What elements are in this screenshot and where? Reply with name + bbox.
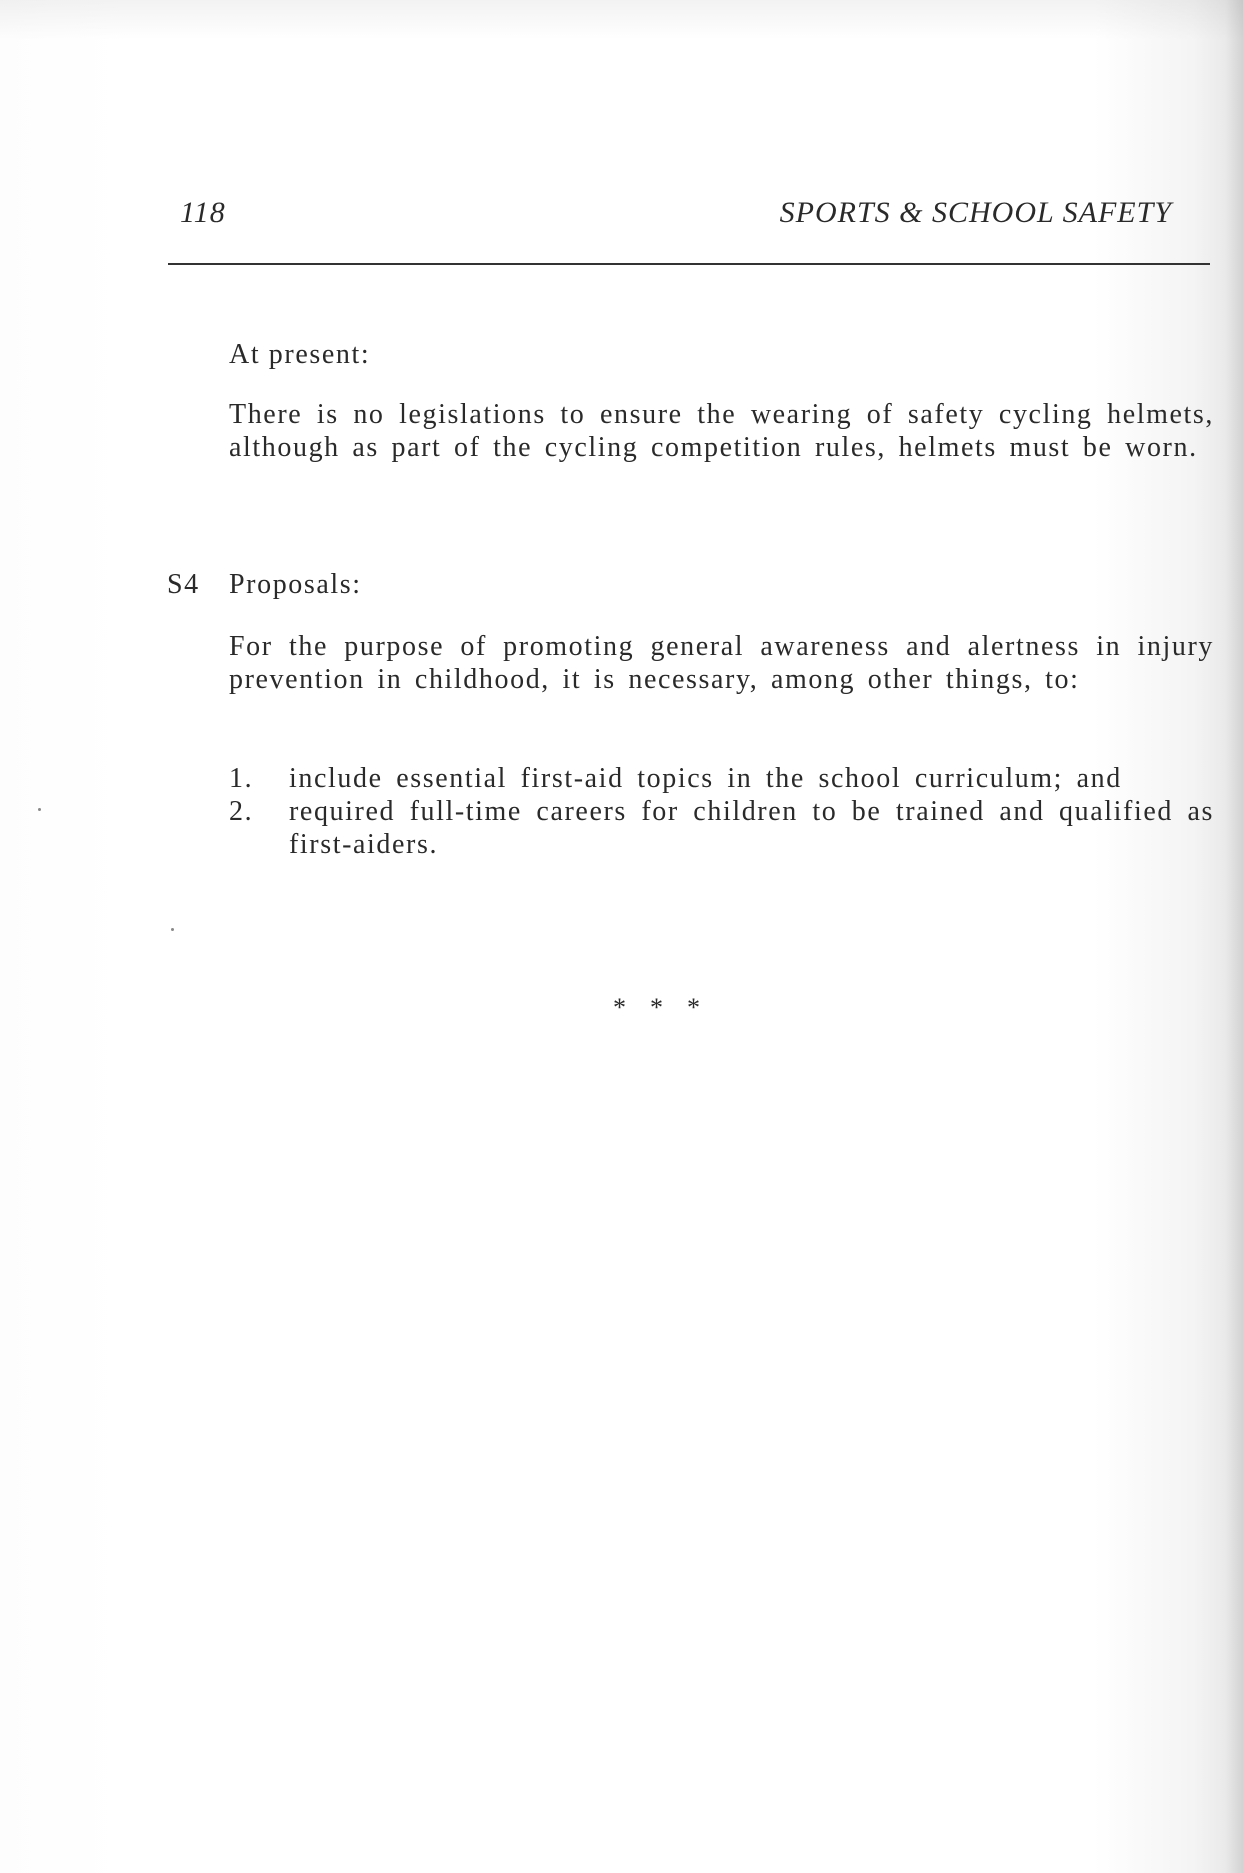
section-separator xyxy=(613,993,724,1023)
page-number: 118 xyxy=(180,196,226,229)
scan-speck xyxy=(38,808,41,811)
separator-asterisk: * xyxy=(650,993,663,1022)
running-title: SPORTS & SCHOOL SAFETY xyxy=(779,196,1172,229)
proposals-intro: For the purpose of promoting general awareness and alertness in injury prevention in childhood, it is necessary, among other things, to: xyxy=(229,631,1214,695)
page-header xyxy=(168,196,1208,236)
list-item-number: 2. xyxy=(229,796,254,827)
list-item-number: 1. xyxy=(229,763,254,794)
separator-asterisk: * xyxy=(613,993,626,1022)
page-edge-shadow xyxy=(1225,0,1243,1873)
scan-shadow xyxy=(0,0,1243,40)
section-heading xyxy=(167,568,362,601)
section-code: S4 xyxy=(167,569,200,600)
list-item-text: required full-time careers for children to be trained and qualified as first-aiders. xyxy=(289,796,1214,860)
header-rule xyxy=(168,263,1210,265)
scan-speck xyxy=(171,928,174,931)
list-item-text: include essential first-aid topics in the school curriculum; and xyxy=(289,763,1122,794)
list-item xyxy=(229,762,1214,795)
at-present-heading: At present: xyxy=(229,339,371,370)
at-present-paragraph: There is no legislations to ensure the wearing of safety cycling helmets, although as part of the cycling competition rules, helmets must be worn. xyxy=(229,399,1214,463)
separator-asterisk: * xyxy=(687,993,700,1022)
list-item xyxy=(229,795,1214,861)
section-title: Proposals: xyxy=(229,569,362,600)
proposals-list xyxy=(229,762,1214,861)
